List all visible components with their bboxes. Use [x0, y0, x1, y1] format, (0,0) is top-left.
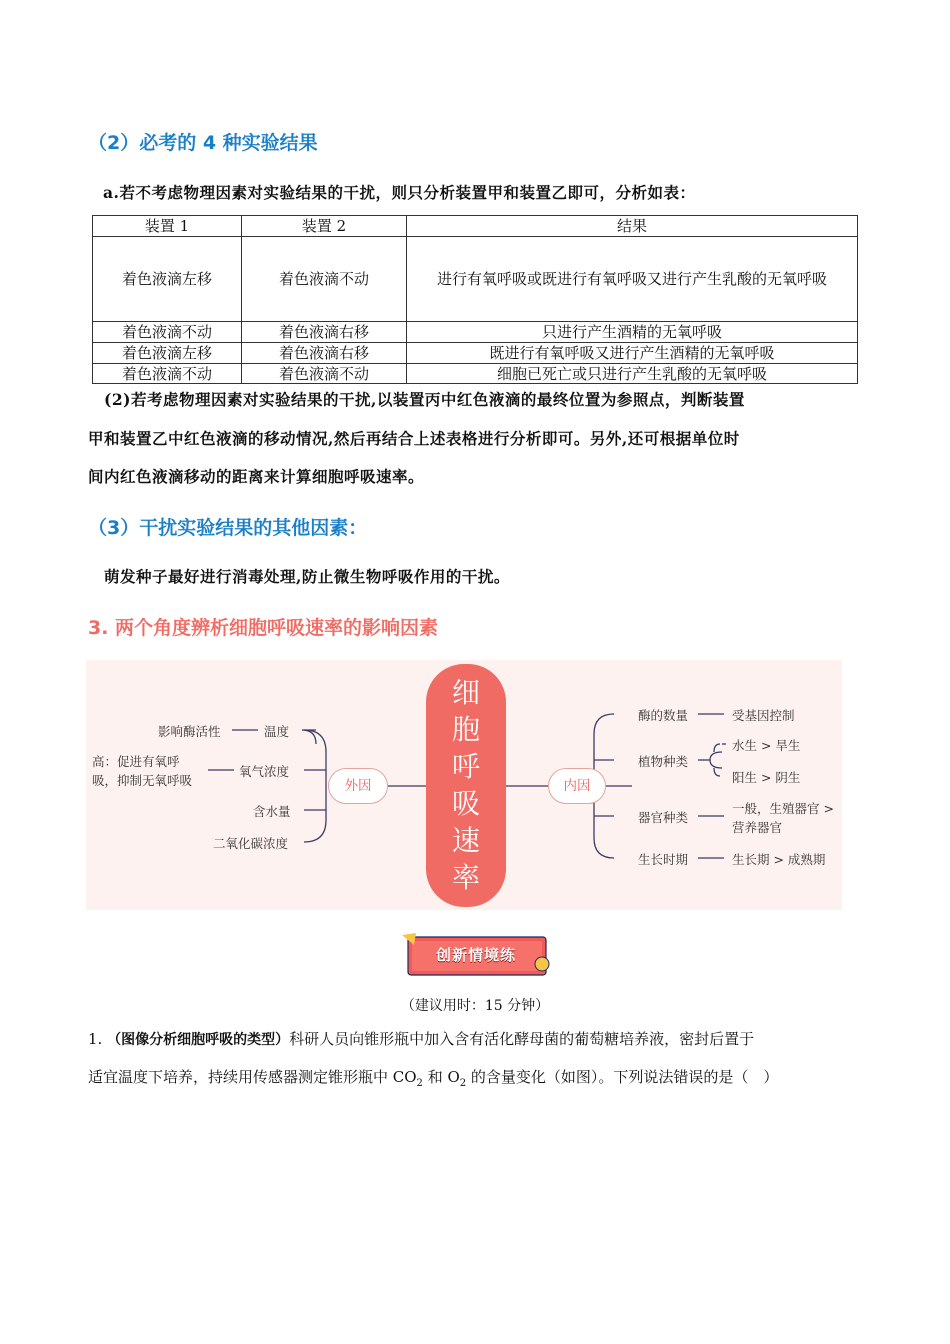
badge-label: 创新情境练: [435, 946, 516, 964]
question-line-2: [88, 1058, 868, 1103]
mindmap-label: 二氧化碳浓度: [213, 836, 289, 851]
mindmap: [86, 660, 842, 910]
table-header-cell: 装置 2: [242, 216, 407, 237]
mindmap-label: 生长期 > 成熟期: [732, 852, 826, 867]
mindmap-label: 营养器官: [732, 820, 783, 835]
mindmap-label: 生长时期: [638, 852, 689, 867]
section-badge: [402, 931, 550, 979]
table-row: [93, 322, 858, 343]
center-char: 细: [451, 676, 480, 709]
table-cell: 细胞已死亡或只进行产生乳酸的无氧呼吸: [407, 364, 858, 384]
center-char: 呼: [451, 750, 480, 783]
part-3-heading: 3. 两个角度辨析细胞呼吸速率的影响因素: [88, 617, 439, 639]
mindmap-label: 器官种类: [638, 810, 689, 825]
question-text: 的含量变化（如图）。下列说法错误的是（ ）: [466, 1068, 779, 1086]
mindmap-label: 含水量: [253, 804, 291, 819]
table-row: [93, 237, 858, 322]
table-cell: 着色液滴左移: [93, 237, 242, 322]
time-note: （建议用时：15 分钟）: [400, 998, 550, 1014]
question-text: 科研人员向锥形瓶中加入含有活化酵母菌的葡萄糖培养液，密封后置于: [289, 1030, 755, 1048]
mindmap-label: 吸，抑制无氧呼吸: [92, 773, 193, 788]
paragraph-line: 间内红色液滴移动的距离来计算细胞呼吸速率。: [88, 467, 425, 486]
table-cell: 着色液滴不动: [242, 237, 407, 322]
mindmap-label: 阳生 > 阴生: [732, 770, 801, 785]
table-cell: 进行有氧呼吸或既进行有氧呼吸又进行产生乳酸的无氧呼吸: [407, 237, 858, 322]
results-table: [92, 215, 858, 384]
question-text: 和 O: [422, 1068, 460, 1086]
table-intro: a.若不考虑物理因素对实验结果的干扰，则只分析装置甲和装置乙即可，分析如表：: [103, 183, 696, 202]
paragraph-line: 甲和装置乙中红色液滴的移动情况,然后再结合上述表格进行分析即可。另外,还可根据单位时: [88, 429, 740, 448]
mindmap-node-external: 外因: [328, 768, 388, 804]
mindmap-label: 影响酶活性: [158, 724, 221, 739]
mindmap-label: 受基因控制: [732, 708, 795, 723]
mindmap-label: 温度: [264, 724, 290, 739]
table-cell: 既进行有氧呼吸又进行产生酒精的无氧呼吸: [407, 343, 858, 364]
question-line-1: [88, 1020, 868, 1059]
table-cell: 着色液滴右移: [242, 343, 407, 364]
center-char: 胞: [451, 713, 480, 746]
mindmap-label: 氧气浓度: [239, 764, 290, 779]
table-cell: 着色液滴不动: [93, 364, 242, 384]
table-cell: 着色液滴右移: [242, 322, 407, 343]
table-header-cell: 装置 1: [93, 216, 242, 237]
center-char: 速: [451, 824, 480, 857]
mindmap-label: 高：促进有氧呼: [92, 754, 180, 769]
question-text: 适宜温度下培养，持续用传感器测定锥形瓶中 CO: [88, 1068, 417, 1086]
mindmap-label: 植物种类: [638, 754, 689, 769]
table-cell: 着色液滴不动: [93, 322, 242, 343]
center-char: 率: [451, 861, 480, 894]
paragraph-line: (2)若考虑物理因素对实验结果的干扰,以装置丙中红色液滴的最终位置为参照点，判断装置: [104, 390, 745, 409]
question-number: 1.: [88, 1030, 103, 1048]
section-heading-3: （3）干扰实验结果的其他因素：: [88, 517, 368, 539]
table-header-row: [93, 216, 858, 237]
table-cell: 着色液滴不动: [242, 364, 407, 384]
section-heading-2: （2）必考的 4 种实验结果: [88, 132, 318, 154]
mindmap-center-node: [426, 664, 506, 907]
table-cell: 着色液滴左移: [93, 343, 242, 364]
center-char: 吸: [451, 787, 480, 820]
subscript: 2: [416, 1078, 423, 1089]
table-cell: 只进行产生酒精的无氧呼吸: [407, 322, 858, 343]
mindmap-label: 一般，生殖器官 >: [732, 801, 834, 816]
section-3-text: 萌发种子最好进行消毒处理,防止微生物呼吸作用的干扰。: [104, 567, 510, 586]
table-header-cell: 结果: [407, 216, 858, 237]
question-tag: （图像分析细胞呼吸的类型）: [107, 1032, 290, 1048]
subscript: 2: [459, 1078, 467, 1089]
table-row: [93, 364, 858, 384]
mindmap-label: 酶的数量: [638, 708, 689, 723]
mindmap-label: 水生 > 旱生: [732, 738, 801, 753]
mindmap-node-internal: 内因: [548, 768, 606, 804]
table-row: [93, 343, 858, 364]
